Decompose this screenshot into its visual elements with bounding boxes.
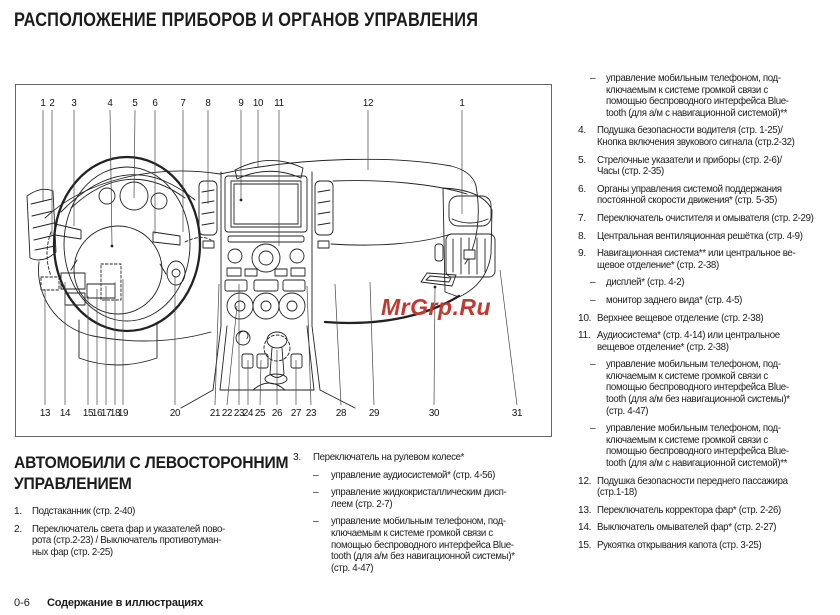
leader-line (335, 284, 341, 405)
list-item (590, 295, 836, 307)
list-item (590, 277, 836, 289)
leader-dot (240, 199, 243, 202)
item-marker: 13. (578, 504, 592, 516)
dashboard-svg (15, 84, 552, 437)
leader-line (134, 110, 135, 198)
callout-number: 25 (254, 408, 266, 419)
item-marker: 15. (578, 540, 592, 551)
callout-number: 17 (100, 408, 112, 419)
item-text: монитор заднего вида* (стр. 4-5) (606, 294, 743, 306)
callout-number: 9 (238, 98, 244, 109)
callout-number: 10 (252, 98, 264, 109)
list-item (578, 330, 836, 353)
leader-line (370, 282, 374, 405)
callout-number: 1 (40, 98, 46, 109)
item-text: управление мобильным телефоном, под- ключаемым к системе громкой связи с помощью беспроводного интерфейса Blue- tooth (для а/м с навигационной системой)** (606, 423, 789, 470)
item-marker: 10. (578, 312, 592, 324)
leader-line (307, 286, 311, 405)
item-text: Подушка безопасности водителя (стр. 1-25)/ Кнопка включения звукового сигнала (стр.2-32) (597, 125, 795, 148)
item-marker: – (590, 423, 596, 435)
item-marker: 11. (578, 330, 591, 342)
item-marker: – (590, 294, 596, 306)
item-text: Аудиосистема* (стр. 4-14) или центральное вещевое отделение* (стр. 2-38) (597, 330, 780, 353)
page-title: РАСПОЛОЖЕНИЕ ПРИБОРОВ И ОРГАНОВ УПРАВЛЕНИЯ (14, 10, 479, 31)
callout-number: 16 (91, 408, 103, 419)
section-middle-list (293, 452, 575, 580)
list-item (578, 125, 836, 148)
item-marker: 5. (578, 154, 586, 166)
callout-number: 30 (428, 408, 440, 419)
item-text: Подстаканник (стр. 2-40) (32, 506, 136, 517)
list-item (590, 423, 836, 469)
callout-number: 29 (368, 408, 380, 419)
diagram-frame (16, 85, 552, 437)
callout-number: 2 (49, 98, 55, 109)
list-item (313, 516, 575, 574)
item-marker: – (590, 359, 596, 371)
list-item (578, 155, 836, 178)
list-item (578, 313, 836, 325)
callout-number: 6 (152, 98, 158, 109)
callout-number: 8 (205, 98, 211, 109)
callout-number: 27 (290, 408, 302, 419)
list-item (578, 184, 836, 207)
leader-dot (111, 245, 114, 248)
right-items (578, 73, 836, 552)
item-text: Выключатель омывателей фар* (стр. 2-27) (597, 522, 777, 534)
section-right-list (578, 73, 836, 558)
section-heading-lhd: АВТОМОБИЛИ С ЛЕВОСТОРОННИМ УПРАВЛЕНИЕМ (14, 453, 289, 493)
item-marker: – (313, 469, 319, 481)
item-marker: 2. (14, 523, 22, 535)
item-text: Органы управления системой поддержания постоянной скорости движения* (стр. 5-35) (597, 183, 782, 207)
item-text: управление мобильным телефоном, под- ключаемым к системе громкой связи с помощью беспроводного интерфейса Blue- tooth (для а/м с навигационной системой)** (606, 73, 789, 119)
list-item (14, 506, 288, 518)
list-item (590, 359, 836, 417)
list-item (578, 231, 836, 243)
callout-number: 21 (209, 408, 221, 419)
callout-number: 15 (82, 408, 94, 419)
callout-number: 3 (71, 98, 77, 109)
item-text: Переключатель очистителя и омывателя (стр. 2-29) (597, 212, 814, 224)
callout-number: 28 (335, 408, 347, 419)
callout-number: 31 (511, 408, 523, 419)
item-text: дисплей* (стр. 4-2) (606, 277, 685, 289)
item-text: управление мобильным телефоном, под- ключаемым к системе громкой связи с помощью беспроводного интерфейса Blue- tooth (для а/м без навигационной системы)* (стр. 4-47) (331, 516, 515, 574)
left-items (14, 506, 288, 558)
list-item (293, 452, 575, 464)
middle-items (293, 452, 575, 574)
callout-number: 7 (180, 98, 186, 109)
list-item (578, 540, 836, 552)
callout-number: 11 (274, 98, 284, 109)
item-marker: 3. (293, 452, 301, 463)
item-marker: – (590, 277, 596, 289)
leader-dot (434, 286, 437, 289)
item-text: управление мобильным телефоном, под- ключаемым к системе громкой связи с помощью беспроводного интерфейса Blue- tooth (для а/м без навигационной системы)* (стр. 4-47) (606, 359, 790, 417)
item-text: Переключатель корректора фар* (стр. 2-26) (597, 504, 781, 516)
item-marker: 12. (578, 475, 592, 487)
list-item (313, 470, 575, 482)
page-footer (14, 597, 203, 609)
list-item (590, 73, 836, 119)
leader-line (500, 270, 517, 405)
dashboard-diagram (15, 84, 552, 437)
callout-number: 19 (117, 408, 129, 419)
item-marker: – (590, 73, 596, 84)
watermark: MrGrp.Ru (381, 294, 492, 320)
list-item (578, 213, 836, 225)
callout-number: 26 (271, 408, 283, 419)
item-text: Подушка безопасности переднего пассажира (стр.1-18) (597, 475, 788, 499)
callout-number: 23 (305, 408, 317, 419)
item-text: Рукоятка открывания капота (стр. 3-25) (597, 540, 762, 551)
callout-number: 24 (242, 408, 254, 419)
item-text: Стрелочные указатели и приборы (стр. 2-6)/ Часы (стр. 2-35) (597, 154, 782, 178)
list-item (313, 487, 575, 510)
item-marker: 14. (578, 522, 592, 534)
section-left-hand-drive (14, 452, 288, 564)
callout-number: 12 (362, 98, 374, 109)
item-text: управление аудиосистемой* (стр. 4-56) (331, 469, 496, 481)
callout-number: 13 (39, 408, 51, 419)
item-marker: 1. (14, 506, 22, 517)
item-text: Навигационная система** или центральное ве- щевое отделение* (стр. 2-38) (597, 248, 796, 271)
item-marker: 9. (578, 248, 586, 260)
item-text: Переключатель света фар и указателей пово- рота (стр.2-23) / Выключатель противотуман- ных фар (стр. 2-25) (32, 523, 225, 558)
callout-number: 23 (233, 408, 245, 419)
item-marker: 8. (578, 230, 586, 242)
item-text: Центральная вентиляционная решётка (стр. 4-9) (597, 230, 803, 242)
list-item (578, 248, 836, 271)
callout-number: 18 (109, 408, 121, 419)
callout-number: 1 (459, 98, 465, 109)
callout-number: 4 (107, 98, 113, 109)
item-text: управление жидкокристаллическим дисп- леем (стр. 2-7) (331, 487, 507, 510)
callout-number: 22 (221, 408, 233, 419)
item-marker: 4. (578, 125, 586, 137)
item-text: Верхнее вещевое отделение (стр. 2-38) (597, 312, 764, 324)
diagram-callouts (40, 98, 522, 419)
list-item (14, 524, 288, 559)
item-marker: – (313, 487, 319, 499)
leader-line (260, 360, 261, 405)
callout-number: 5 (132, 98, 138, 109)
list-item (578, 505, 836, 517)
item-text: Переключатель на рулевом колесе* (313, 452, 465, 463)
footer-page-number: 0-6 (14, 597, 30, 609)
item-marker: – (313, 516, 319, 528)
footer-section-title: Содержание в иллюстрациях (46, 597, 203, 609)
item-marker: 7. (578, 212, 586, 224)
list-item (578, 476, 836, 499)
callout-number: 14 (59, 408, 71, 419)
list-item (578, 522, 836, 534)
callout-number: 20 (169, 408, 181, 419)
item-marker: 6. (578, 183, 586, 195)
